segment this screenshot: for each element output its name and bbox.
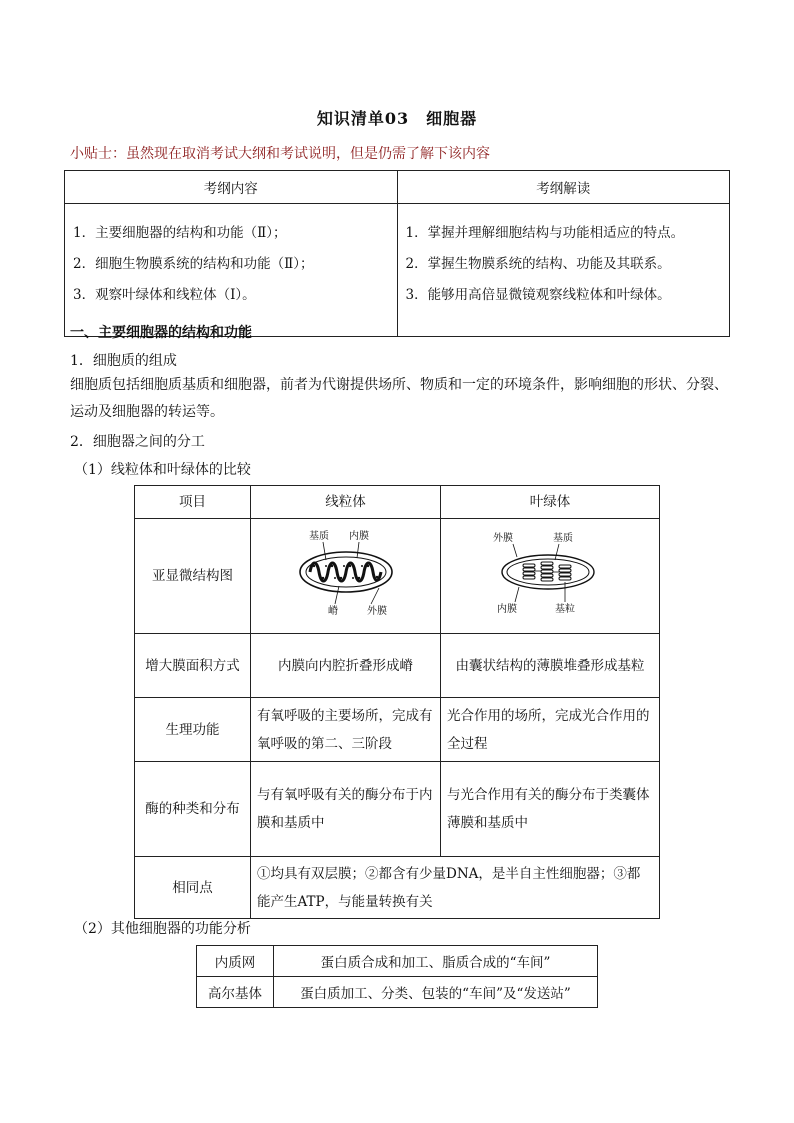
mito-membrane-area: 内膜向内腔折叠形成嵴 [251,634,441,698]
chloro-function: 光合作用的场所，完成光合作用的全过程 [441,698,660,762]
chloro-label-outer-membrane: 外膜 [493,533,513,544]
chloro-label-stroma: 基质 [553,533,573,544]
organelle-function: 蛋白质合成和加工、脂质合成的“车间” [274,946,598,977]
organelle-name: 内质网 [197,946,274,977]
compare-header-mito: 线粒体 [251,486,441,519]
outline-header-content: 考纲内容 [65,171,398,204]
outline-header-interpretation: 考纲解读 [397,171,730,204]
compare-header-item: 项目 [135,486,251,519]
row-label-enzymes: 酶的种类和分布 [135,762,251,857]
compare-table [134,485,660,919]
chloroplast-diagram [485,526,615,616]
outline-content-item: 2．细胞生物膜系统的结构和功能（Ⅱ）； [73,256,314,272]
outline-content-item: 3．观察叶绿体和线粒体（Ⅰ）。 [73,287,256,303]
chloro-diagram-cell [441,519,660,634]
organelle-name: 高尔基体 [197,977,274,1008]
mito-label-matrix: 基质 [308,531,329,542]
subheading-division: 2．细胞器之间的分工 [70,434,205,450]
row-label-membrane-area: 增大膜面积方式 [135,634,251,698]
section-heading: 一、主要细胞器的结构和功能 [70,325,252,341]
subheading-compare: （1）线粒体和叶绿体的比较 [74,462,251,478]
compare-header-chloro: 叶绿体 [441,486,660,519]
outline-interpretation-item: 1．掌握并理解细胞结构与功能相适应的特点。 [405,225,685,241]
chloro-membrane-area: 由囊状结构的薄膜堆叠形成基粒 [441,634,660,698]
chloro-label-inner-membrane: 内膜 [497,604,517,615]
chloro-enzymes: 与光合作用有关的酶分布于类囊体薄膜和基质中 [441,762,660,857]
row-label-function: 生理功能 [135,698,251,762]
outline-table [64,170,730,337]
outline-interpretation-item: 3．能够用高倍显微镜观察线粒体和叶绿体。 [405,287,671,303]
cytoplasm-paragraph: 细胞质包括细胞质基质和细胞器，前者为代谢提供场所、物质和一定的环境条件，影响细胞的形状、分裂、运动及细胞器的转运等。 [70,377,728,420]
mito-label-crista: 嵴 [327,606,338,616]
mito-function: 有氧呼吸的主要场所，完成有氧呼吸的第二、三阶段 [251,698,441,762]
outline-interpretation-item: 2．掌握生物膜系统的结构、功能及其联系。 [405,256,671,272]
chloro-label-grana: 基粒 [555,604,575,615]
outline-interpretation-cell [397,204,730,337]
tip-note: 小贴士：虽然现在取消考试大纲和考试说明，但是仍需了解下该内容 [70,146,490,162]
subheading-cytoplasm: 1．细胞质的组成 [70,353,177,369]
mitochondrion-diagram [281,526,411,616]
outline-content-item: 1．主要细胞器的结构和功能（Ⅱ）； [73,225,287,241]
mito-diagram-cell [251,519,441,634]
organelle-function: 蛋白质加工、分类、包装的“车间”及“发送站” [274,977,598,1008]
row-label-similarities: 相同点 [135,857,251,919]
mito-label-outer-membrane: 外膜 [366,606,387,616]
similarities-text: ①均具有双层膜；②都含有少量DNA，是半自主性细胞器；③都能产生ATP，与能量转换有关 [251,857,660,919]
mito-label-inner-membrane: 内膜 [348,531,369,542]
row-label-structure: 亚显微结构图 [135,519,251,634]
other-organelles-table [196,945,598,1008]
outline-content-cell [65,204,398,337]
page-title: 知识清单03 细胞器 [316,109,478,128]
subheading-others: （2）其他细胞器的功能分析 [74,921,251,937]
mito-enzymes: 与有氧呼吸有关的酶分布于内膜和基质中 [251,762,441,857]
